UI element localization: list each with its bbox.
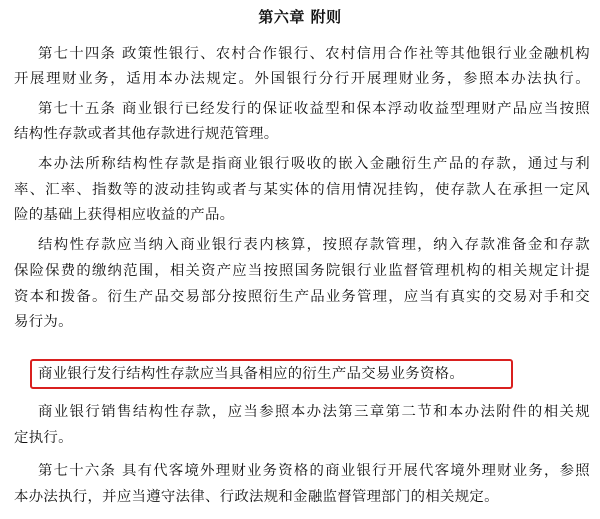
accounting-line-1: 结构性存款应当纳入商业银行表内核算，按照存款管理，纳入存款准备金和存款	[38, 237, 590, 253]
definition-line-2: 率、汇率、指数等的波动挂钩或者与某实体的信用情况挂钩，使存款人在承担一定风	[14, 182, 590, 198]
accounting-line-2: 保险保费的缴纳范围，相关资产应当按照国务院银行业监督管理机构的相关规定计提	[14, 263, 590, 279]
article-74-line-2: 开展理财业务，适用本办法规定。外国银行分行开展理财业务，参照本办法执行。	[14, 71, 590, 87]
definition-line-1: 本办法所称结构性存款是指商业银行吸收的嵌入金融衍生产品的存款，通过与利	[38, 156, 590, 172]
definition-line-3: 险的基础上获得相应收益的产品。	[14, 207, 235, 223]
accounting-line-3: 资本和拨备。衍生产品交易部分按照衍生产品业务管理，应当有真实的交易对手和交	[14, 289, 590, 305]
chapter-title: 第六章 附则	[258, 8, 342, 26]
sales-line-1: 商业银行销售结构性存款，应当参照本办法第三章第二节和本办法附件的相关规	[38, 404, 590, 420]
article-76-line-2: 本办法执行，并应当遵守法律、行政法规和金融监督管理部门的相关规定。	[14, 489, 499, 505]
article-74-line-1: 第七十四条 政策性银行、农村合作银行、农村信用合作社等其他银行业金融机构	[38, 46, 590, 62]
article-76-line-1: 第七十六条 具有代客境外理财业务资格的商业银行开展代客境外理财业务，参照	[38, 463, 590, 479]
highlighted-line: 商业银行发行结构性存款应当具备相应的衍生产品交易业务资格。	[38, 366, 465, 382]
accounting-line-4: 易行为。	[14, 314, 73, 330]
article-75-line-2: 结构性存款或者其他存款进行规范管理。	[14, 126, 279, 142]
article-75-line-1: 第七十五条 商业银行已经发行的保证收益型和保本浮动收益型理财产品应当按照	[38, 101, 590, 117]
sales-line-2: 定执行。	[14, 430, 73, 446]
